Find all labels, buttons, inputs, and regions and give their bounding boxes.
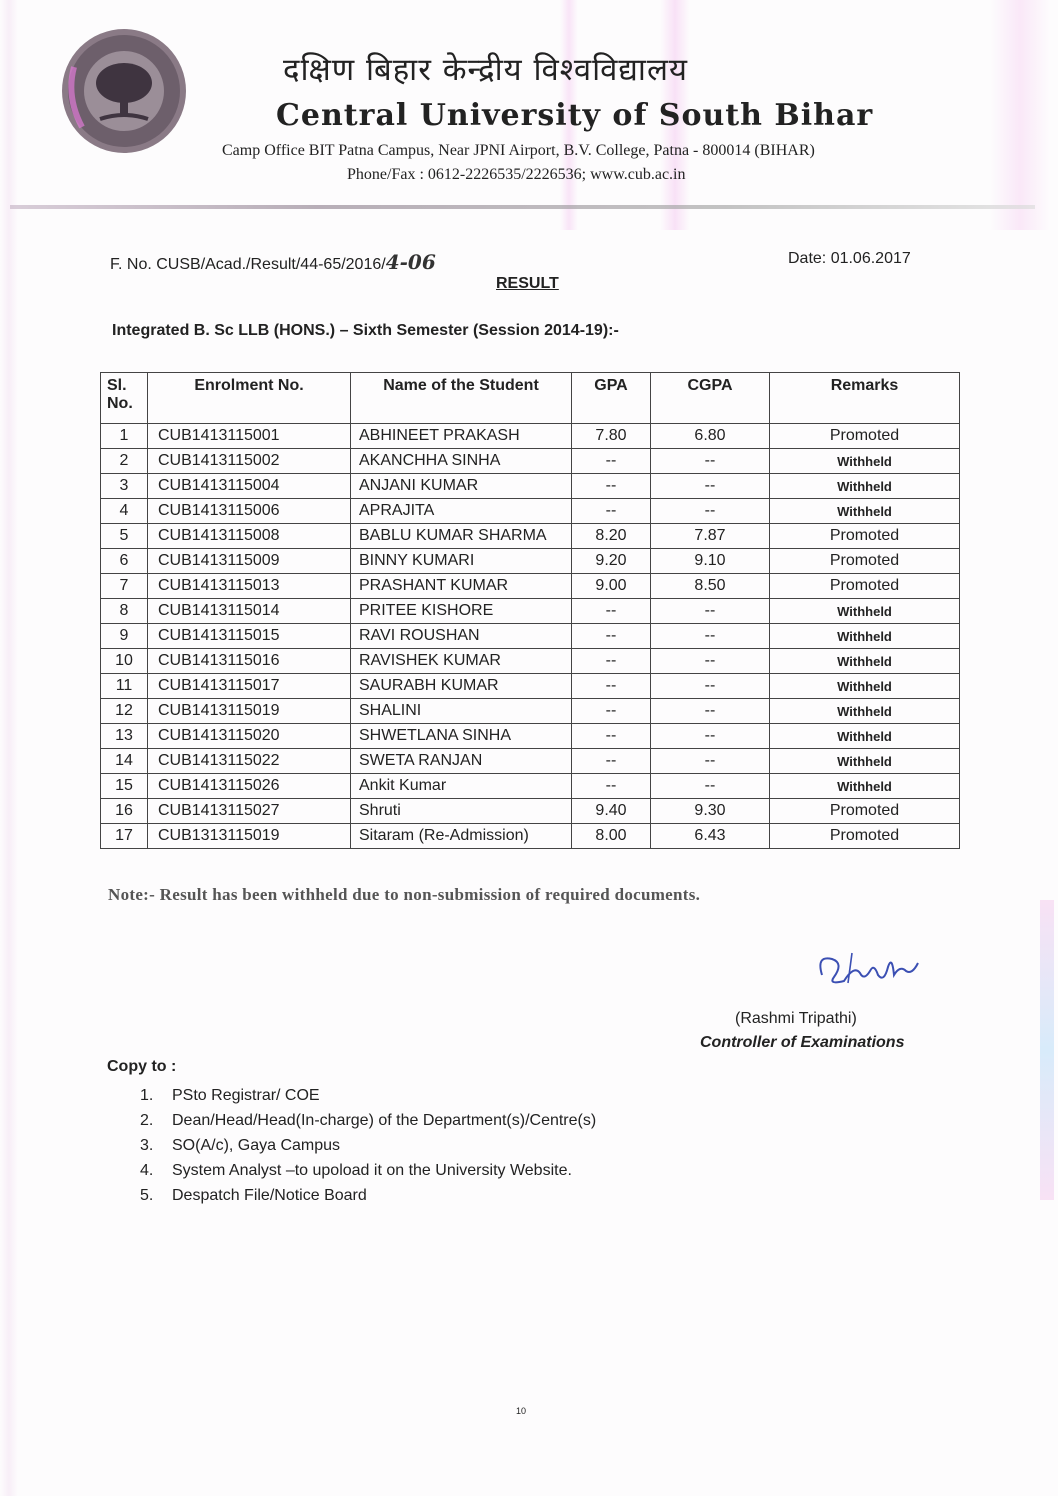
cell-enrolment: CUB1413115004 <box>148 474 351 499</box>
cell-student-name: ABHINEET PRAKASH <box>351 424 572 449</box>
university-name-english: Central University of South Bihar <box>276 98 874 133</box>
list-item: 4. System Analyst –to upoload it on the University Website. <box>140 1162 572 1179</box>
cell-remarks: Withheld <box>770 599 960 624</box>
table-row <box>101 749 960 774</box>
university-name-hindi: दक्षिण बिहार केन्द्रीय विश्वविद्यालय <box>283 52 688 88</box>
cell-cgpa: 8.50 <box>651 574 770 599</box>
cell-cgpa: -- <box>651 724 770 749</box>
cell-cgpa: -- <box>651 699 770 724</box>
cell-enrolment: CUB1313115019 <box>148 824 351 849</box>
table-row <box>101 449 960 474</box>
cell-student-name: SAURABH KUMAR <box>351 674 572 699</box>
table-row <box>101 699 960 724</box>
cell-enrolment: CUB1413115026 <box>148 774 351 799</box>
file-number-text: F. No. CUSB/Acad./Result/44-65/2016/ <box>110 256 386 273</box>
cell-enrolment: CUB1413115020 <box>148 724 351 749</box>
cell-remarks: Promoted <box>770 524 960 549</box>
cell-gpa: -- <box>572 774 651 799</box>
col-header-remarks: Remarks <box>770 373 960 424</box>
result-table <box>100 372 960 849</box>
cell-sl-no: 7 <box>101 574 148 599</box>
cell-cgpa: 6.80 <box>651 424 770 449</box>
cell-cgpa: 7.87 <box>651 524 770 549</box>
list-item: 5. Despatch File/Notice Board <box>140 1187 367 1204</box>
list-item: 3. SO(A/c), Gaya Campus <box>140 1137 341 1154</box>
cell-student-name: SWETA RANJAN <box>351 749 572 774</box>
table-row <box>101 499 960 524</box>
cell-student-name: AKANCHHA SINHA <box>351 449 572 474</box>
scan-streak <box>1040 900 1054 1200</box>
university-contact: Phone/Fax : 0612-2226535/2226536; www.cub.ac.in <box>347 166 686 183</box>
cell-gpa: -- <box>572 474 651 499</box>
cell-gpa: -- <box>572 624 651 649</box>
result-heading: RESULT <box>496 275 559 292</box>
table-row <box>101 799 960 824</box>
cell-student-name: BINNY KUMARI <box>351 549 572 574</box>
cell-sl-no: 8 <box>101 599 148 624</box>
cell-remarks: Withheld <box>770 674 960 699</box>
cell-gpa: -- <box>572 449 651 474</box>
col-header-name: Name of the Student <box>351 373 572 424</box>
table-row <box>101 674 960 699</box>
cell-student-name: SHWETLANA SINHA <box>351 724 572 749</box>
cell-sl-no: 4 <box>101 499 148 524</box>
cell-enrolment: CUB1413115015 <box>148 624 351 649</box>
cell-sl-no: 5 <box>101 524 148 549</box>
cell-gpa: 9.40 <box>572 799 651 824</box>
table-row <box>101 774 960 799</box>
cell-cgpa: -- <box>651 774 770 799</box>
cell-remarks: Withheld <box>770 499 960 524</box>
scan-streak <box>990 0 1050 230</box>
cell-remarks: Withheld <box>770 649 960 674</box>
cell-student-name: BABLU KUMAR SHARMA <box>351 524 572 549</box>
cell-student-name: SHALINI <box>351 699 572 724</box>
cell-cgpa: -- <box>651 624 770 649</box>
cell-gpa: 9.00 <box>572 574 651 599</box>
cell-cgpa: -- <box>651 674 770 699</box>
cell-remarks: Withheld <box>770 699 960 724</box>
cell-enrolment: CUB1413115014 <box>148 599 351 624</box>
cell-sl-no: 10 <box>101 649 148 674</box>
cell-student-name: PRASHANT KUMAR <box>351 574 572 599</box>
cell-remarks: Promoted <box>770 549 960 574</box>
table-row <box>101 424 960 449</box>
cell-student-name: APRAJITA <box>351 499 572 524</box>
cell-student-name: Shruti <box>351 799 572 824</box>
cell-gpa: -- <box>572 674 651 699</box>
table-row <box>101 649 960 674</box>
cell-remarks: Promoted <box>770 799 960 824</box>
university-address: Camp Office BIT Patna Campus, Near JPNI Airport, B.V. College, Patna - 800014 (BIHAR) <box>222 142 815 159</box>
cell-remarks: Withheld <box>770 774 960 799</box>
result-table-body <box>101 424 960 849</box>
cell-sl-no: 11 <box>101 674 148 699</box>
cell-cgpa: -- <box>651 599 770 624</box>
cell-student-name: PRITEE KISHORE <box>351 599 572 624</box>
table-row <box>101 549 960 574</box>
cell-sl-no: 17 <box>101 824 148 849</box>
copy-to-item: PSto Registrar/ COE <box>172 1087 320 1104</box>
col-header-cgpa: CGPA <box>651 373 770 424</box>
cell-cgpa: -- <box>651 649 770 674</box>
table-row <box>101 474 960 499</box>
table-row <box>101 624 960 649</box>
cell-enrolment: CUB1413115006 <box>148 499 351 524</box>
table-row <box>101 574 960 599</box>
list-item: 2. Dean/Head/Head(In-charge) of the Department(s)/Centre(s) <box>140 1112 597 1129</box>
table-row <box>101 724 960 749</box>
copy-to-item: SO(A/c), Gaya Campus <box>172 1137 341 1154</box>
cell-cgpa: 9.10 <box>651 549 770 574</box>
cell-remarks: Withheld <box>770 449 960 474</box>
cell-gpa: -- <box>572 499 651 524</box>
cell-cgpa: -- <box>651 474 770 499</box>
cell-sl-no: 14 <box>101 749 148 774</box>
cell-student-name: ANJANI KUMAR <box>351 474 572 499</box>
cell-gpa: 8.00 <box>572 824 651 849</box>
cell-remarks: Withheld <box>770 724 960 749</box>
file-number <box>110 250 436 274</box>
cell-enrolment: CUB1413115008 <box>148 524 351 549</box>
cell-enrolment: CUB1413115013 <box>148 574 351 599</box>
cell-gpa: -- <box>572 724 651 749</box>
cell-student-name: RAVISHEK KUMAR <box>351 649 572 674</box>
header-divider <box>10 205 1035 209</box>
cell-gpa: -- <box>572 699 651 724</box>
cell-remarks: Promoted <box>770 424 960 449</box>
copy-to-item: Dean/Head/Head(In-charge) of the Department(s)/Centre(s) <box>172 1112 597 1129</box>
cell-sl-no: 6 <box>101 549 148 574</box>
copy-to-item: Despatch File/Notice Board <box>172 1187 367 1204</box>
cell-remarks: Withheld <box>770 474 960 499</box>
signatory-role: Controller of Examinations <box>700 1034 905 1051</box>
table-row <box>101 599 960 624</box>
cell-sl-no: 12 <box>101 699 148 724</box>
cell-remarks: Promoted <box>770 824 960 849</box>
cell-remarks: Withheld <box>770 624 960 649</box>
col-header-gpa: GPA <box>572 373 651 424</box>
list-item: 1. PSto Registrar/ COE <box>140 1087 320 1104</box>
cell-enrolment: CUB1413115016 <box>148 649 351 674</box>
file-number-handwritten: 4-06 <box>385 250 436 274</box>
course-title: Integrated B. Sc LLB (HONS.) – Sixth Semester (Session 2014-19):- <box>112 322 619 339</box>
cell-gpa: -- <box>572 599 651 624</box>
document-date: Date: 01.06.2017 <box>788 250 911 267</box>
cell-cgpa: -- <box>651 749 770 774</box>
cell-cgpa: 6.43 <box>651 824 770 849</box>
cell-student-name: Ankit Kumar <box>351 774 572 799</box>
cell-enrolment: CUB1413115009 <box>148 549 351 574</box>
cell-sl-no: 2 <box>101 449 148 474</box>
signatory-name: (Rashmi Tripathi) <box>735 1010 857 1027</box>
cell-enrolment: CUB1413115017 <box>148 674 351 699</box>
table-row <box>101 824 960 849</box>
cell-sl-no: 13 <box>101 724 148 749</box>
cell-enrolment: CUB1413115001 <box>148 424 351 449</box>
cell-gpa: 8.20 <box>572 524 651 549</box>
table-row <box>101 524 960 549</box>
copy-to-list <box>140 1083 596 1208</box>
cell-gpa: 9.20 <box>572 549 651 574</box>
col-header-sl-no: Sl. No. <box>101 373 148 424</box>
cell-sl-no: 9 <box>101 624 148 649</box>
copy-to-item: System Analyst –to upoload it on the University Website. <box>172 1162 572 1179</box>
cell-sl-no: 15 <box>101 774 148 799</box>
cell-gpa: -- <box>572 749 651 774</box>
handwritten-signature <box>814 945 924 990</box>
cell-student-name: RAVI ROUSHAN <box>351 624 572 649</box>
cell-sl-no: 16 <box>101 799 148 824</box>
table-header-row <box>101 373 960 424</box>
cell-cgpa: -- <box>651 449 770 474</box>
cell-student-name: Sitaram (Re-Admission) <box>351 824 572 849</box>
cell-remarks: Withheld <box>770 749 960 774</box>
withheld-note: Note:- Result has been withheld due to non-submission of required documents. <box>108 885 701 904</box>
copy-to-heading: Copy to : <box>107 1058 177 1075</box>
page-number: 10 <box>516 1406 527 1416</box>
col-header-enrolment: Enrolment No. <box>148 373 351 424</box>
cell-enrolment: CUB1413115027 <box>148 799 351 824</box>
cell-enrolment: CUB1413115022 <box>148 749 351 774</box>
cell-gpa: 7.80 <box>572 424 651 449</box>
university-logo-icon <box>60 27 188 155</box>
cell-remarks: Promoted <box>770 574 960 599</box>
cell-sl-no: 3 <box>101 474 148 499</box>
scan-streak <box>0 0 18 1496</box>
cell-cgpa: -- <box>651 499 770 524</box>
cell-enrolment: CUB1413115019 <box>148 699 351 724</box>
cell-gpa: -- <box>572 649 651 674</box>
cell-sl-no: 1 <box>101 424 148 449</box>
cell-enrolment: CUB1413115002 <box>148 449 351 474</box>
cell-cgpa: 9.30 <box>651 799 770 824</box>
